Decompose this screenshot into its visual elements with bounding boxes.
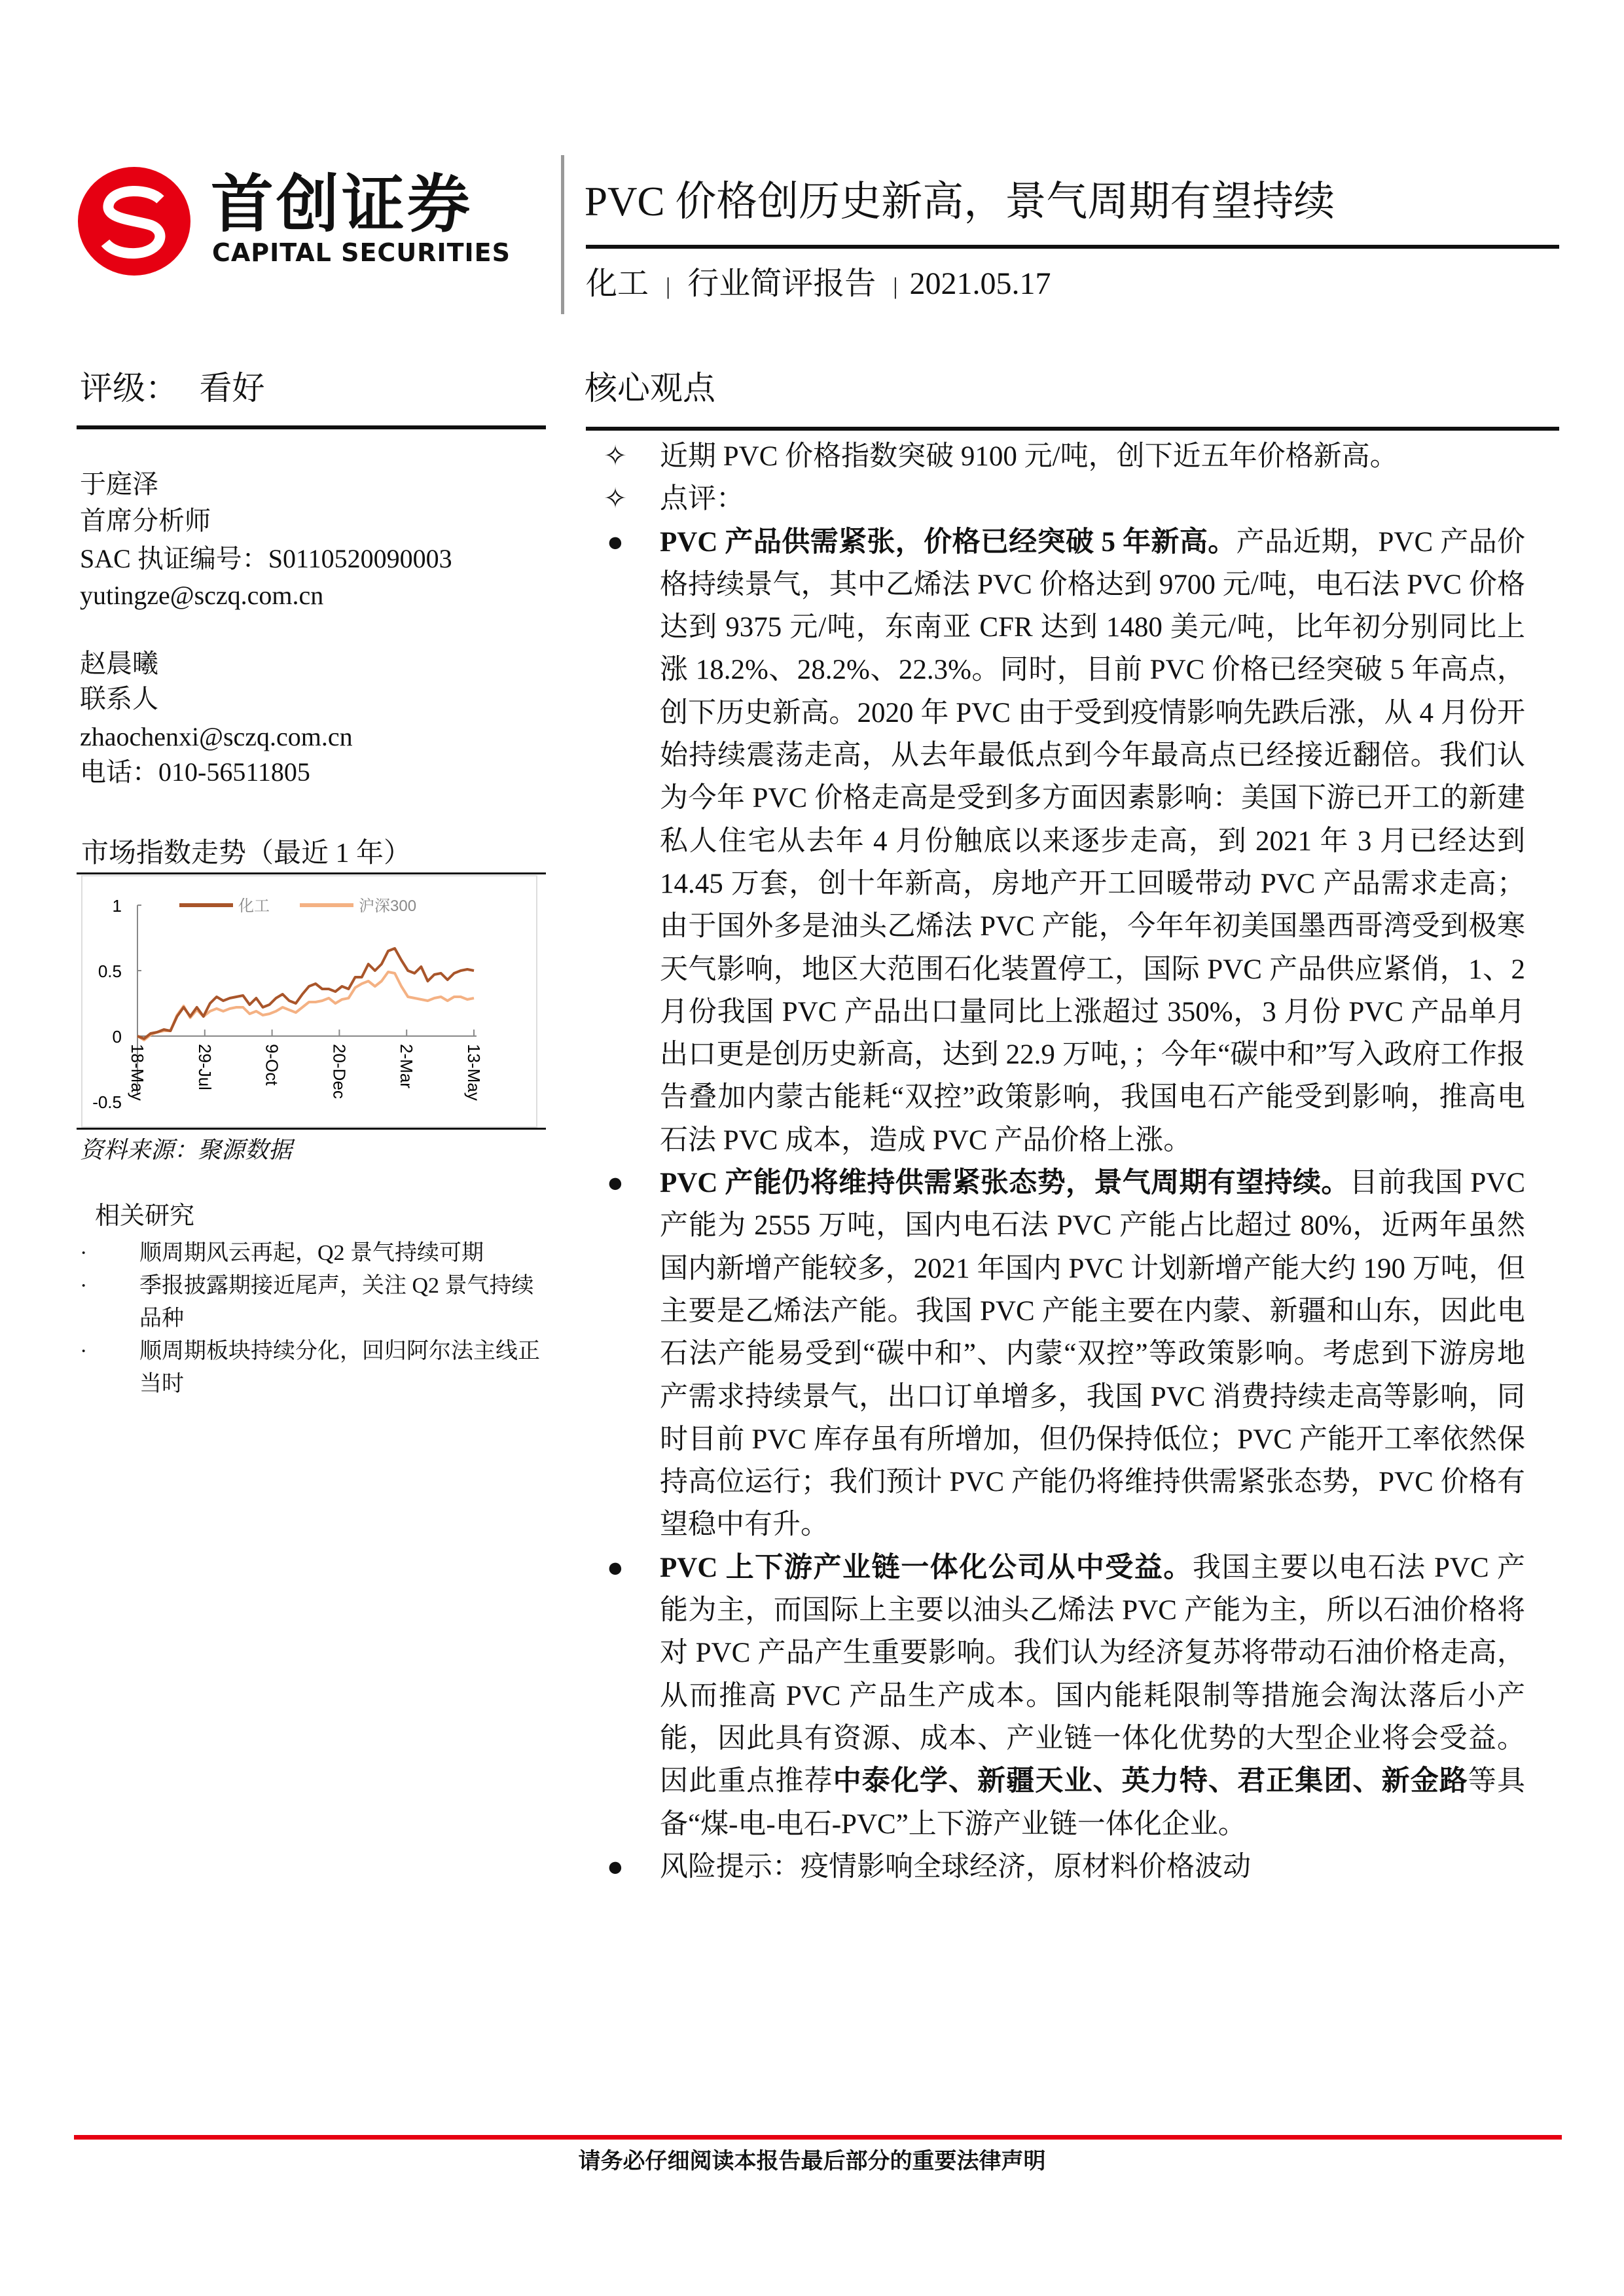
separator: | [893,273,898,299]
legend-label: 化工 [238,897,270,915]
y-tick-label: -0.5 [92,1092,122,1112]
diamond-icon: ✧ [603,484,628,515]
rating-label: 评级： [80,370,178,406]
rating-value: 看好 [199,370,265,406]
analyst-email[interactable]: yutingze@sczq.com.cn [80,581,324,610]
comment-item [602,478,1525,520]
point-3-text: 我国主要以电石法 PVC 产能为主，而国际上主要以油头乙烯法 PVC 产能为主，所以石油价格将对 PVC 产品产生重要影响。我们认为经济复苏将带动石油价格走高，从而推高 PVC 产品生产成本。国内能耗限制等措施会淘汰落后小产能，因此具有资源、成本、产业链一体化优势的大型企业将会受益。因此重点推荐 [660,1552,1526,1797]
bullet-icon: · [80,1274,88,1298]
point-2-heading: PVC 产能仍将维持供需紧张态势，景气周期有望持续。 [660,1168,1350,1199]
chart-source: 资料来源：聚源数据 [80,1137,293,1163]
intro-item [602,435,1525,478]
intro-text: 近期 PVC 价格指数突破 9100 元/吨，创下近五年价格新高。 [660,441,1398,472]
related-item[interactable] [72,1270,550,1335]
logo-icon [77,166,192,277]
risk-item [602,1846,1525,1888]
point-1-heading: PVC 产品供需紧张，价格已经突破 5 年新高。 [660,526,1236,558]
diamond-icon: ✧ [603,441,628,472]
legend-label: 沪深300 [359,897,417,915]
footer-disclaimer: 请务必仔细阅读本报告最后部分的重要法律声明 [578,2149,1046,2174]
point-1-text: 产品近期，PVC 产品价格持续景气，其中乙烯法 PVC 价格达到 9700 元/吨，电石法 PVC 价格达到 9375 元/吨，东南亚 CFR 达到 1480 美元/吨，比年初分别同比上涨 18.2%、28.2%、22.3%。同时，目前 PVC 价格已经突破 5 年高点，创下历史新高。2020 年 PVC 由于受到疫情影响先跌后涨，从 4 月份开始持续震荡走高，从去年最低点到今年最高点已经接近翻倍。我们认为今年 PVC 价格走高是受到多方面因素影响：美国下游已开工的新建私人住宅从去年 4 月份触底以来逐步走高，到 2021 年 3 月已经达到 14.45 万套，创十年新高，房地产开工回暖带动 PVC 产品需求走高；由于国外多是油头乙烯法 PVC 产能，今年年初美国墨西哥湾受到极寒天气影响，地区大范围石化装置停工，国际 PVC 产品供应紧俏，1、2 月份我国 PVC 产品出口量同比上涨超过 350%，3 月份 PVC 产品单月出口更是创历史新高，达到 22.9 万吨，；今年“碳中和”写入政府工作报告叠加内蒙古能耗“双控”政策影响，我国电石产能受到影响，推高电石法 PVC 成本，造成 PVC 产品价格上涨。 [660,526,1525,1156]
contact-phone: 电话：010-56511805 [80,757,310,787]
core-title: 核心观点 [585,370,715,406]
bullet-icon: ● [607,1552,624,1583]
bullet-icon: ● [607,1168,624,1199]
related-title: 相关研究 [95,1202,195,1230]
analyst-title: 首席分析师 [80,506,211,535]
bullet-icon: · [80,1339,88,1363]
related-list [72,1237,550,1401]
contact-name: 赵晨曦 [80,649,158,678]
chart-bottom-rule [77,1128,546,1130]
point-2 [602,1162,1525,1547]
point-2-text: 目前我国 PVC 产能为 2555 万吨，国内电石法 PVC 产能占比超过 80%，近两年虽然国内新增产能较多，2021 年国内 PVC 计划新增产能大约 190 万吨，但主要是乙烯法产能。我国 PVC 产能主要在内蒙、新疆和山东，因此电石法产能易受到“碳中和”、内蒙“双控”等政策影响。考虑到下游房地产需求持续景气，出口订单增多，我国 PVC 消费持续走高等影响，同时目前 PVC 库存虽有所增加，但仍保持低位；PVC 产能开工率依然保持高位运行；我们预计 PVC 产能仍将维持供需紧张态势，PVC 价格有望稳中有升。 [660,1168,1526,1541]
bullet-icon: · [80,1241,88,1265]
related-item[interactable] [72,1335,550,1401]
contact-title: 联系人 [80,684,158,713]
contact-email[interactable]: zhaochenxi@sczq.com.cn [80,722,353,751]
comment-label: 点评： [660,484,744,515]
y-tick-label: 0.5 [98,961,122,981]
rating-rule [77,425,546,429]
separator: | [666,273,671,299]
point-1 [602,521,1525,1162]
chart-title: 市场指数走势（最近 1 年） [81,838,412,869]
risk-text: 风险提示：疫情影响全球经济，原材料价格波动 [660,1851,1251,1882]
bullet-icon: ● [607,526,624,558]
series-line-化工 [137,948,474,1039]
industry: 化工 [586,266,649,301]
y-tick-label: 1 [112,896,122,916]
x-tick-label: 18-May [128,1044,147,1101]
title-rule [586,245,1559,249]
y-tick-label: 0 [112,1027,122,1047]
chart-top-rule [77,872,546,874]
x-tick-label: 9-Oct [262,1044,282,1086]
core-rule [586,427,1559,431]
report-type: 行业简评报告 [687,266,876,301]
related-item-text[interactable]: 顺周期板块持续分化，回归阿尔法主线正当时 [139,1339,540,1396]
recommended-companies: 中泰化学、新疆天业、英力特、君正集团、新金路 [833,1766,1468,1797]
rating [80,367,265,410]
series-line-沪深300 [137,972,474,1040]
point-3 [602,1547,1525,1846]
footer-rule [74,2135,1562,2140]
report-title: PVC 价格创历史新高，景气周期有望持续 [585,179,1335,224]
logo-text-en: CAPITAL SECURITIES [212,238,511,267]
core-body [602,435,1525,1888]
header-divider [561,155,564,314]
logo-text-cn: 首创证券 [211,168,473,241]
point-3-end: 等具备“煤-电-电石-PVC”上下游产业链一体化企业。 [660,1766,1526,1840]
market-index-chart [81,875,539,1128]
bullet-icon: ● [607,1851,624,1882]
related-item-text[interactable]: 顺周期风云再起，Q2 景气持续可期 [139,1241,484,1265]
x-tick-label: 29-Jul [194,1044,215,1090]
x-tick-label: 13-May [464,1044,484,1101]
related-item-text[interactable]: 季报披露期接近尾声，关注 Q2 景气持续品种 [139,1274,534,1331]
analyst-name: 于庭泽 [80,469,158,499]
related-item[interactable] [72,1237,550,1270]
x-tick-label: 2-Mar [397,1044,417,1088]
x-tick-label: 20-Dec [329,1044,350,1099]
report-date: 2021.05.17 [909,266,1051,301]
point-3-heading: PVC 上下游产业链一体化公司从中受益。 [660,1552,1193,1583]
report-subtitle [586,263,1051,307]
analyst-sac: SAC 执证编号：S0110520090003 [80,544,452,573]
